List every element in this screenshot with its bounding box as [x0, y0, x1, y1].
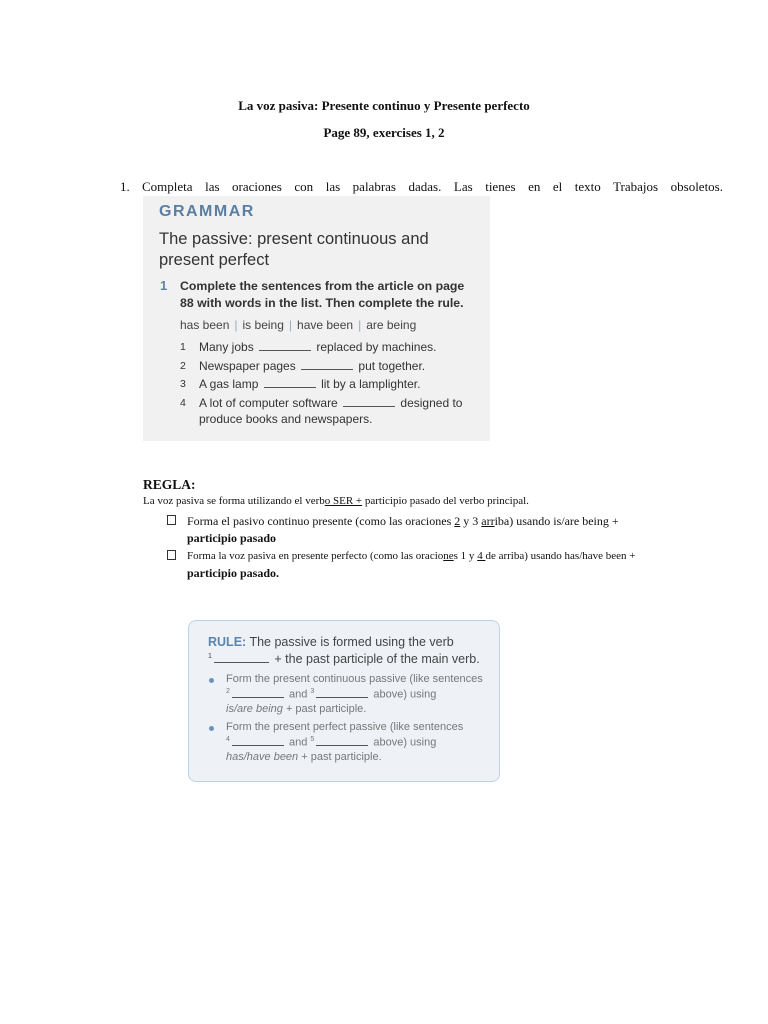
item-text: replaced by machines.: [316, 340, 437, 354]
item-text: A lot of computer software: [199, 396, 338, 410]
exercise-number: 1.: [120, 179, 130, 194]
sup-number: 4: [226, 736, 230, 743]
rule-label: RULE:: [208, 635, 247, 649]
bullet-icon: [209, 726, 214, 731]
exercise-instruction: Completa las oraciones con las palabras dadas. Las tienes en el texto Trabajos obsoletos.: [142, 179, 723, 194]
sup-number: 5: [310, 736, 315, 743]
item-text: designed to: [400, 396, 463, 410]
rule-text: above) using: [373, 736, 437, 749]
rule-image: [188, 620, 500, 782]
item-number: 2: [180, 360, 186, 372]
item-text: lit by a lamplighter.: [321, 377, 421, 391]
question-number: 1: [160, 278, 168, 293]
instruction-line2: 88 with words in the list. Then complete the rule.: [180, 296, 464, 310]
grammar-instruction: [180, 278, 464, 312]
item-number: 4: [180, 397, 186, 409]
checkbox-icon: [167, 515, 176, 525]
item-number: 3: [180, 378, 186, 390]
rule-text: and: [288, 736, 308, 749]
grammar-subheading-line1: The passive: present continuous and: [159, 230, 429, 248]
bullet-text: 2: [454, 514, 461, 528]
rule-text: + the past participle of the main verb.: [274, 652, 480, 666]
item-text: A gas lamp: [199, 377, 259, 391]
grammar-subheading: [159, 229, 429, 271]
bullet-bold-text: participio pasado.: [187, 566, 280, 580]
item-text: produce books and newspapers.: [199, 412, 373, 426]
bullet-text: s 1 y: [453, 550, 478, 562]
rule-text: The passive is formed using the verb: [249, 635, 454, 649]
rule-text: [226, 688, 436, 701]
word-item: has been: [180, 318, 230, 332]
item-text: Newspaper pages: [199, 359, 296, 373]
bullet-bold-text: participio pasado: [187, 531, 277, 545]
rule-text: + past participle.: [285, 703, 367, 715]
bullet-text: Forma el pasivo continuo presente (como las oraciones: [187, 514, 455, 528]
regla-text: participio pasado del verbo principal.: [362, 495, 529, 507]
rule-text: and: [288, 688, 308, 701]
sup-number: 2: [226, 688, 230, 695]
word-list: has been | is being | have been | are being: [180, 318, 417, 332]
sup-number: 1: [208, 652, 212, 660]
rule-text: Form the present continuous passive (like sentences: [226, 673, 483, 685]
bullet-text: de arriba) usando has/have been +: [485, 550, 636, 562]
instruction-line1: Complete the sentences from the article on page: [180, 279, 465, 293]
bullet-text: iba) usando is/are being +: [494, 514, 619, 528]
regla-heading: REGLA:: [143, 477, 196, 492]
page-subtitle: Page 89, exercises 1, 2: [323, 125, 445, 140]
rule-text: is/are being: [226, 703, 283, 715]
item-text: put together.: [358, 359, 426, 373]
word-item: are being: [366, 318, 417, 332]
rule-line-2: [208, 652, 480, 666]
bullet-icon: [209, 678, 214, 683]
rule-text: + past participle.: [301, 751, 382, 763]
bullet-text: 4: [477, 550, 486, 562]
grammar-image: [143, 196, 490, 441]
regla-text: o: [324, 495, 331, 507]
bullet-text: arr: [481, 514, 495, 528]
grammar-subheading-line2: present perfect: [159, 251, 270, 269]
regla-paragraph: [143, 495, 529, 507]
rule-text: has/have been: [226, 751, 299, 763]
bullet-text: y 3: [460, 514, 482, 528]
regla-text: La voz pasiva se forma utilizando el verb: [143, 495, 325, 507]
word-item: is being: [242, 318, 284, 332]
rule-text: Form the present perfect passive (like sentences: [226, 721, 464, 733]
rule-text: above) using: [373, 688, 437, 701]
page-title: La voz pasiva: Presente continuo y Presente perfecto: [238, 98, 530, 113]
rule-text: [226, 751, 382, 763]
checkbox-icon: [167, 550, 176, 560]
grammar-heading: GRAMMAR: [159, 203, 255, 220]
rule-text: [226, 736, 436, 749]
item-number: 1: [180, 341, 186, 353]
regla-text: SER +: [330, 495, 363, 507]
item-text: Many jobs: [199, 340, 254, 354]
bullet-text: ne: [443, 550, 454, 562]
rule-line-1: [208, 635, 454, 649]
bullet-text: Forma la voz pasiva en presente perfecto (como las oracio: [187, 550, 444, 562]
rule-text: [226, 703, 366, 715]
word-item: have been: [297, 318, 354, 332]
sup-number: 3: [310, 688, 315, 695]
